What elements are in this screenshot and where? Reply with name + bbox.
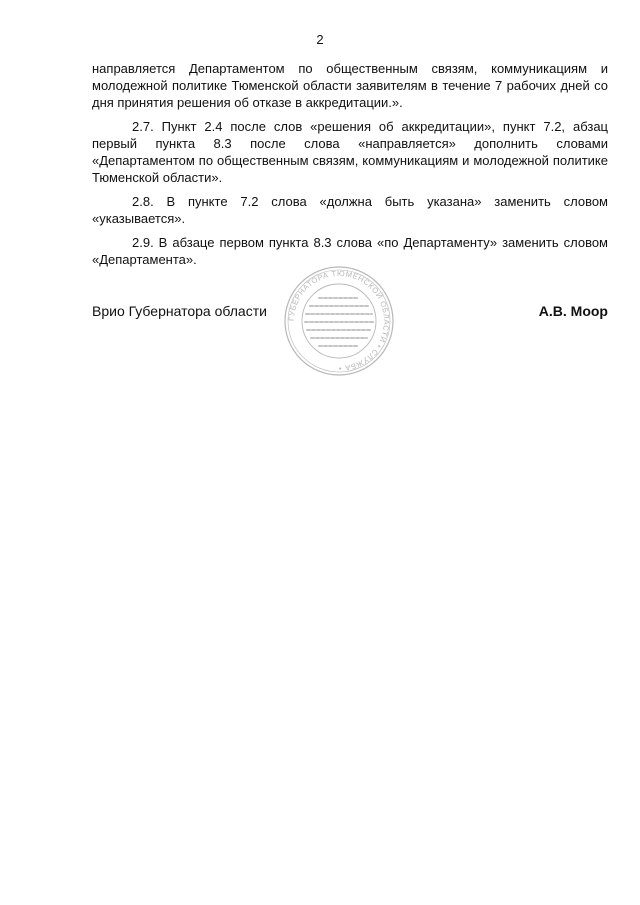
document-body: [92, 60, 608, 275]
seal-ring-text: ГУБЕРНАТОРА ТЮМЕНСКОЙ ОБЛАСТИ • СЛУЖБА •: [286, 268, 392, 374]
official-seal-icon: [283, 265, 395, 377]
paragraph-2-7: 2.7. Пункт 2.4 после слов «решения об аккредитации», пункт 7.2, абзац первый пункта 8.3 после слова «направляется» дополнить словами «Департаментом по общественным связям, коммуникациям и молодежной политике Тюменской области».: [92, 119, 608, 185]
paragraph-2-9: 2.9. В абзаце первом пункта 8.3 слова «по Департаменту» заменить словом «Департамента».: [92, 235, 608, 267]
page-number: 2: [316, 32, 324, 47]
svg-text:ГУБЕРНАТОРА ТЮМЕНСКОЙ ОБЛАСТИ: [287, 269, 391, 373]
paragraph-2-8: 2.8. В пункте 7.2 слова «должна быть указана» заменить словом «указывается».: [92, 194, 608, 226]
signatory-position: Врио Губернатора области: [92, 303, 267, 319]
signatory-name: А.В. Моор: [538, 303, 608, 319]
paragraph-continuation: направляется Департаментом по общественным связям, коммуникациям и молодежной политике Тюменской области заявителям в течение 7 рабочих дней со дня принятия решения об отказе в аккредитации.».: [92, 61, 608, 110]
